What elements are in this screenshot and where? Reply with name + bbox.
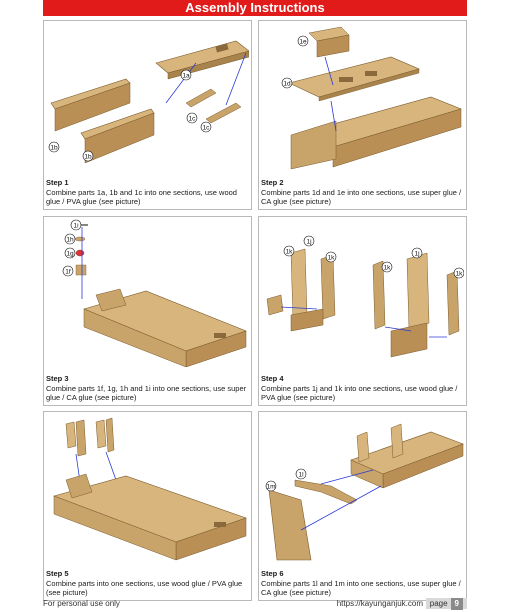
svg-text:1k: 1k: [383, 264, 391, 272]
step-6-panel: [258, 411, 467, 601]
page-indicator: [426, 598, 467, 609]
svg-text:1m: 1m: [266, 483, 276, 491]
step-1-illustration: [46, 23, 249, 171]
step-3-illustration: [46, 219, 249, 367]
part-label: [454, 268, 464, 278]
step-5-panel: [43, 411, 252, 601]
part-label: [181, 70, 191, 80]
part-label: [304, 236, 314, 246]
step-5-caption: [46, 569, 250, 598]
part-label: [49, 142, 59, 152]
svg-text:1k: 1k: [455, 270, 463, 278]
part-label: [187, 113, 197, 123]
part-label: [201, 122, 211, 132]
svg-text:1g: 1g: [66, 250, 74, 258]
part-label: [71, 220, 81, 230]
part-label: [296, 469, 306, 479]
svg-text:1j: 1j: [306, 238, 312, 246]
step-text: Combine parts 1d and 1e into one sections, use super glue / CA glue (see picture): [261, 187, 462, 206]
part-label: [63, 266, 73, 276]
svg-text:1h: 1h: [66, 236, 74, 244]
svg-text:1k: 1k: [327, 254, 335, 262]
step-3-panel: [43, 216, 252, 406]
page-label: page: [429, 599, 448, 608]
step-4-panel: [258, 216, 467, 406]
part-label: [284, 246, 294, 256]
step-text: Combine parts into one sections, use wood glue / PVA glue (see picture): [46, 578, 243, 597]
svg-text:1j: 1j: [414, 250, 420, 258]
part-label: [382, 262, 392, 272]
part-label: [412, 248, 422, 258]
svg-text:1b: 1b: [50, 144, 58, 152]
part-label: [298, 36, 308, 46]
step-2-illustration: [261, 23, 464, 171]
step-label: Step 6: [261, 569, 284, 578]
page-footer: [43, 598, 467, 610]
step-4-illustration: [261, 219, 464, 367]
part-label: [83, 151, 93, 161]
step-text: Combine parts 1j and 1k into one sections, use wood glue / PVA glue (see picture): [261, 383, 458, 402]
step-4-caption: [261, 374, 465, 403]
svg-text:1c: 1c: [188, 115, 196, 123]
step-6-caption: [261, 569, 465, 598]
step-2-caption: [261, 178, 465, 207]
svg-text:1e: 1e: [299, 38, 307, 46]
page-number: 9: [451, 598, 463, 610]
part-label: [65, 248, 75, 258]
svg-text:1i: 1i: [73, 222, 79, 230]
step-text: Combine parts 1l and 1m into one sections, use super glue / CA glue (see picture): [261, 578, 461, 597]
step-label: Step 4: [261, 374, 284, 383]
part-label: [282, 78, 292, 88]
step-label: Step 2: [261, 178, 284, 187]
step-1-panel: [43, 20, 252, 210]
step-1-caption: [46, 178, 250, 207]
step-text: Combine parts 1f, 1g, 1h and 1i into one sections, use super glue / CA glue (see picture): [46, 383, 247, 402]
svg-text:1a: 1a: [182, 72, 190, 80]
step-text: Combine parts 1a, 1b and 1c into one sections, use wood glue / PVA glue (see picture): [46, 187, 237, 206]
part-label: [326, 252, 336, 262]
part-label: [266, 481, 276, 491]
step-3-caption: [46, 374, 250, 403]
website-link[interactable]: https://kayunganjuk.com: [336, 599, 423, 608]
svg-text:1f: 1f: [65, 268, 71, 276]
svg-text:1k: 1k: [285, 248, 293, 256]
step-label: Step 1: [46, 178, 69, 187]
step-label: Step 3: [46, 374, 69, 383]
step-6-illustration: [261, 414, 464, 562]
step-label: Step 5: [46, 569, 69, 578]
svg-text:1b: 1b: [84, 153, 92, 161]
usage-note: For personal use only: [43, 599, 120, 608]
svg-text:1c: 1c: [202, 124, 210, 132]
svg-text:1l: 1l: [298, 471, 304, 479]
page-title: Assembly Instructions: [43, 0, 467, 16]
svg-text:1d: 1d: [283, 80, 291, 88]
step-5-illustration: [46, 414, 249, 562]
step-2-panel: [258, 20, 467, 210]
part-label: [65, 234, 75, 244]
